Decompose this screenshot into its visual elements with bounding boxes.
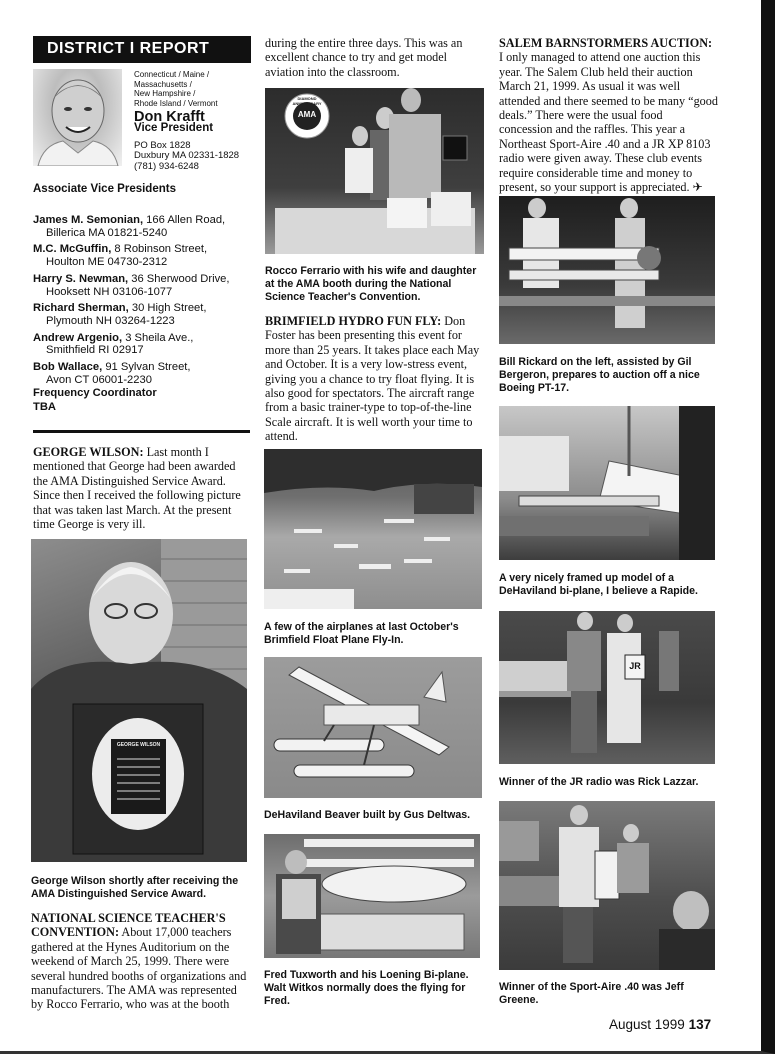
- associate-street: 3 Sheila Ave.,: [122, 331, 194, 344]
- dehaviland-beaver-photo: [264, 657, 482, 798]
- district-banner: DISTRICT I REPORT: [33, 36, 251, 63]
- george-wilson-article: [33, 445, 251, 531]
- fred-photo-caption: Fred Tuxworth and his Loening Bi-plane. Walt Witkos normally does the flying for Fred.: [264, 969, 469, 1007]
- associate-street: 91 Sylvan Street,: [102, 361, 191, 374]
- associate-entry: [33, 332, 253, 357]
- end-mark-icon: ✈: [692, 180, 703, 195]
- associate-name: M.C. McGuffin,: [33, 243, 112, 256]
- associate-street: 36 Sherwood Drive,: [128, 272, 230, 285]
- ama-badge-text: AMA: [297, 110, 317, 119]
- page-number: 137: [688, 1017, 712, 1032]
- article-heading: SALEM BARNSTORMERS AUCTION:: [499, 36, 713, 50]
- associate-name: Richard Sherman,: [33, 302, 129, 315]
- brimfield-article: [265, 314, 483, 444]
- associate-entry: [33, 273, 253, 298]
- nstc-article-continued: during the entire three days. This was an excellent chance to try and get model aviation into the classroom.: [265, 36, 463, 79]
- associate-street: 30 High Street,: [128, 302, 207, 315]
- beaver-photo-caption: DeHaviland Beaver built by Gus Deltwas.: [264, 809, 471, 821]
- dehaviland-biplane-photo: [499, 406, 715, 560]
- jr-radio-winner-photo: [499, 611, 715, 764]
- brimfield-field-photo: [264, 449, 482, 609]
- vp-portrait-photo: [33, 69, 122, 166]
- article-heading: GEORGE WILSON:: [33, 445, 144, 459]
- article-heading: BRIMFIELD HYDRO FUN FLY:: [265, 314, 442, 328]
- nstc-article: [31, 911, 251, 1012]
- associate-street: 8 Robinson Street,: [111, 243, 208, 256]
- vp-name: Don Krafft: [134, 109, 205, 125]
- vp-title: Vice President: [134, 122, 214, 134]
- associate-name: Andrew Argenio,: [33, 331, 123, 344]
- salem-article: [499, 36, 719, 194]
- associate-entry: [33, 302, 253, 327]
- address-line: PO Box 1828: [134, 140, 191, 151]
- state-line: Connecticut / Maine /: [134, 70, 210, 79]
- article-body: About 17,000 teachers gathered at the Hynes Auditorium on the weekend of March 25, 1999. There were several hundred booths of organizations and manufacturers. The AMA was represented by Rocco Ferrario, who was at the booth: [31, 925, 247, 1012]
- associate-street: 166 Allen Road,: [143, 214, 226, 226]
- associate-name: James M. Semonian,: [33, 214, 144, 226]
- bill-photo-caption: Bill Rickard on the left, assisted by Gil Bergeron, prepares to auction off a nice Boeing PT-17.: [499, 356, 700, 394]
- page-footer: [609, 1017, 711, 1032]
- associate-city: Houlton ME 04730-2312: [46, 256, 168, 269]
- address-line: (781) 934-6248: [134, 160, 199, 172]
- frequency-value: TBA: [33, 400, 56, 413]
- district-states: [134, 70, 254, 108]
- associate-name: Bob Wallace,: [33, 361, 103, 374]
- george-photo-caption: George Wilson shortly after receiving the AMA Distinguished Service Award.: [31, 875, 239, 900]
- article-body: Don Foster has been presenting this event for more than 25 years. It takes place each May and October. It is a very low-stress event, giving you a chance to try float flying. It is also good for spectators. The aircraft range from a basic trainer-type to top-of-the-line Scale aircraft. It is well worth your time to attend.: [265, 314, 480, 444]
- address-line: Duxbury MA 02331-1828: [134, 150, 240, 162]
- state-line: New Hampshire /: [134, 89, 196, 99]
- associate-city: Billerica MA 01821-5240: [46, 226, 168, 239]
- associate-city: Smithfield RI 02917: [46, 344, 144, 357]
- associate-city: Hooksett NH 03106-1077: [46, 285, 173, 298]
- george-wilson-photo: [31, 539, 247, 862]
- dehaviland-photo-caption: A very nicely framed up model of a DeHaviland bi-plane, I believe a Rapide.: [499, 572, 698, 597]
- jr-photo-caption: Winner of the JR radio was Rick Lazzar.: [499, 776, 699, 788]
- frequency-coordinator: [33, 387, 157, 414]
- associate-city: Avon CT 06001-2230: [46, 373, 152, 386]
- jr-box-logo: JR: [629, 661, 641, 671]
- article-body: Last month I mentioned that George had been awarded the AMA Distinguished Service Award. Since then I received the following picture that was taken last March. At the present time George is very ill.: [33, 445, 241, 532]
- associate-name: Harry S. Newman,: [33, 272, 129, 285]
- issue-date: August 1999: [609, 1017, 685, 1032]
- brimfield-photo-caption: A few of the airplanes at last October's Brimfield Float Plane Fly-In.: [264, 621, 459, 646]
- associate-entry: [33, 243, 253, 268]
- rocco-photo-caption: Rocco Ferrario with his wife and daughter at the AMA booth during the National Science Teacher's Convention.: [265, 265, 477, 303]
- associate-entry: [33, 361, 253, 386]
- vp-address: [134, 141, 239, 172]
- frequency-label: Frequency Coordinator: [33, 387, 157, 399]
- associates-list: [33, 214, 253, 390]
- associates-heading: Associate Vice Presidents: [33, 183, 176, 195]
- state-line: Rhode Island / Vermont: [134, 98, 218, 108]
- sportaire-winner-photo: [499, 801, 715, 970]
- associate-entry: [33, 214, 253, 239]
- plaque-text: GEORGE WILSON: [116, 742, 161, 748]
- associate-city: Plymouth NH 03264-1223: [46, 314, 175, 327]
- state-line: Massachusetts /: [134, 79, 192, 89]
- pt17-auction-photo: [499, 196, 715, 344]
- article-body: I only managed to attend one auction this year. The Salem Club held their auction March 21, 1999. As usual it was well attended and there seemed to be many “good deals.” There were the usual food concession and the raffles. This year a Northeast Sport-Aire .40 and a JR XP 8103 radio were given away. These club events require considerable time and money to present, so your support is appreciated.: [499, 50, 718, 195]
- sportaire-photo-caption: Winner of the Sport-Aire .40 was Jeff Greene.: [499, 981, 684, 1006]
- ama-ring-text: DIAMOND ANNIVERSARY: [292, 96, 322, 106]
- loening-biplane-photo: [264, 834, 480, 958]
- rocco-ferrario-booth-photo: [265, 88, 484, 254]
- article-heading: NATIONAL SCIENCE TEACHER'S CONVENTION:: [31, 911, 226, 940]
- section-divider: [33, 430, 250, 433]
